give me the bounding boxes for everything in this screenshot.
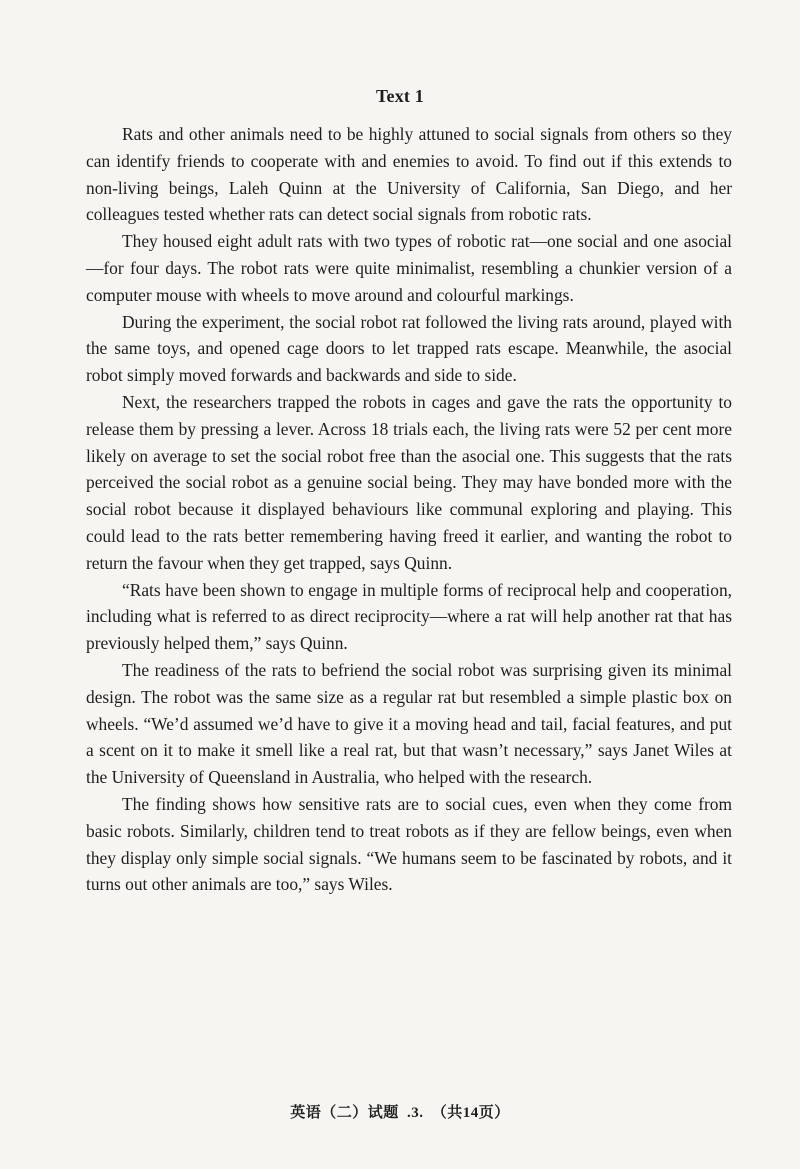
paragraph-4: Next, the researchers trapped the robots in cages and gave the rats the opportunity to release them by pressing a lever. Across 18 trials each, the living rats were 52 per cent more likely on average to set the social robot free than the asocial one. This suggests that the rats perceived the social robot as a genuine social being. They may have bonded more with the social robot because it displayed behaviours like communal exploring and playing. This could lead to the rats better remembering having freed it earlier, and wanting the robot to return the favour when they get trapped, says Quinn. [86, 391, 732, 573]
paragraph-6: The readiness of the rats to befriend the social robot was surprising given its minimal design. The robot was the same size as a regular rat but resembled a simple plastic box on wheels. “We’d assumed we’d have to give it a moving head and tail, facial features, and put a scent on it to make it smell like a real rat, but that wasn’t necessary,” says Janet Wiles at the University of Queensland in Australia, who helped with the research. [86, 659, 732, 788]
footer-subject: 英语（二）试题 [290, 1105, 399, 1121]
footer-total-pages: （共14页） [431, 1105, 510, 1121]
paragraph-3: During the experiment, the social robot rat followed the living rats around, played with the same toys, and opened cage doors to let trapped rats escape. Meanwhile, the asocial robot simply moved forwards and backwards and side to side. [86, 311, 732, 386]
paragraph-2: They housed eight adult rats with two types of robotic rat—one social and one asocial—for four days. The robot rats were quite minimalist, resembling a chunkier version of a computer mouse with wheels to move around and colourful markings. [86, 231, 732, 305]
article-body [86, 121, 732, 898]
text-title: Text 1 [375, 86, 425, 106]
paragraph-5: “Rats have been shown to engage in multiple forms of reciprocal help and cooperation, including what is referred to as direct reciprocity—where a rat will help another rat that has previously helped them,” says Quinn. [86, 579, 732, 654]
page-footer [0, 1101, 800, 1122]
footer-page-number: .3. [407, 1105, 424, 1121]
paragraph-1: Rats and other animals need to be highly attuned to social signals from others so they can identify friends to cooperate with and enemies to avoid. To find out if this extends to non-living beings, Laleh Quinn at the University of California, San Diego, and her colleagues tested whether rats can detect social signals from robotic rats. [86, 124, 732, 225]
paragraph-7: The finding shows how sensitive rats are to social cues, even when they come from basic robots. Similarly, children tend to treat robots as if they are fellow beings, even when they display only simple social signals. “We humans seem to be fascinated by robots, and it turns out other animals are too,” says Wiles. [86, 793, 732, 895]
